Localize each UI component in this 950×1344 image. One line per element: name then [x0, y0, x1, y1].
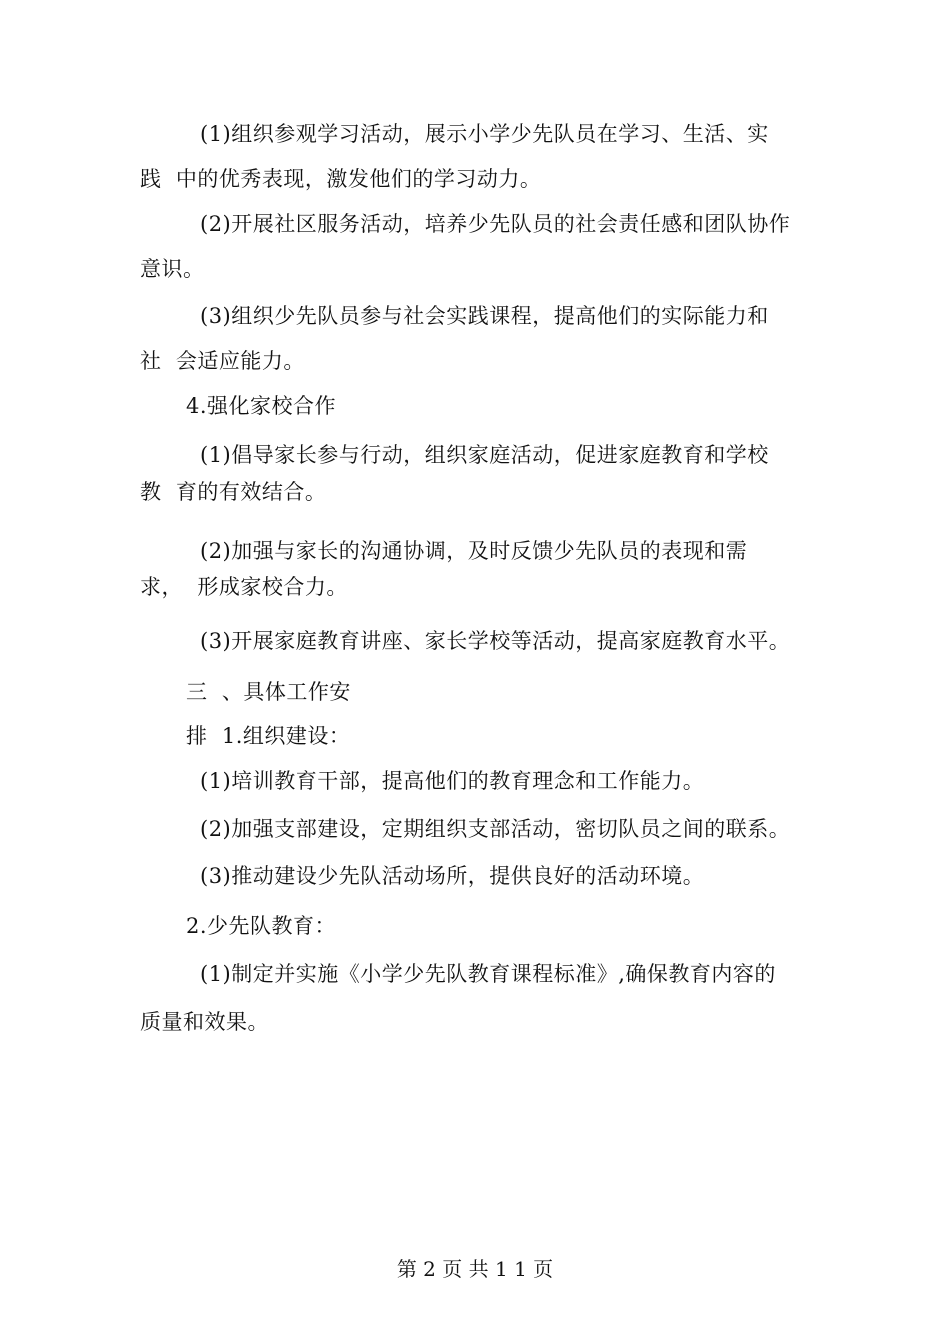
- paragraph-line: 求， 形成家校合力。: [140, 575, 348, 599]
- paragraph-line: (1)倡导家长参与行动，组织家庭活动，促进家庭教育和学校: [200, 443, 769, 467]
- paragraph-line: (2)加强与家长的沟通协调，及时反馈少先队员的表现和需: [200, 539, 748, 563]
- paragraph-line: (1)组织参观学习活动，展示小学少先队员在学习、生活、实: [200, 122, 769, 146]
- section-heading: 4.强化家校合作: [186, 394, 337, 418]
- paragraph-line: 践 中的优秀表现，激发他们的学习动力。: [140, 167, 542, 191]
- paragraph-line: 教 育的有效结合。: [140, 480, 327, 504]
- paragraph-line: 意识。: [140, 257, 205, 281]
- section-heading: 2.少先队教育：: [186, 914, 337, 938]
- paragraph-line: (2)加强支部建设，定期组织支部活动，密切队员之间的联系。: [200, 817, 791, 841]
- paragraph-line: (3)组织少先队员参与社会实践课程，提高他们的实际能力和: [200, 304, 769, 328]
- paragraph-line: (3)开展家庭教育讲座、家长学校等活动，提高家庭教育水平。: [200, 629, 791, 653]
- section-heading: 三 、具体工作安: [186, 680, 351, 704]
- paragraph-line: (1)培训教育干部，提高他们的教育理念和工作能力。: [200, 769, 705, 793]
- page-number-footer: 第 2 页 共 1 1 页: [396, 1257, 554, 1281]
- paragraph-line: 社 会适应能力。: [140, 349, 305, 373]
- paragraph-line: (3)推动建设少先队活动场所，提供良好的活动环境。: [200, 864, 705, 888]
- paragraph-line: (2)开展社区服务活动，培养少先队员的社会责任感和团队协作: [200, 212, 791, 236]
- paragraph-line: 质量和效果。: [140, 1010, 269, 1034]
- paragraph-line: (1)制定并实施《小学少先队教育课程标准》,确保教育内容的: [200, 962, 776, 986]
- section-heading: 排 1.组织建设：: [186, 724, 351, 748]
